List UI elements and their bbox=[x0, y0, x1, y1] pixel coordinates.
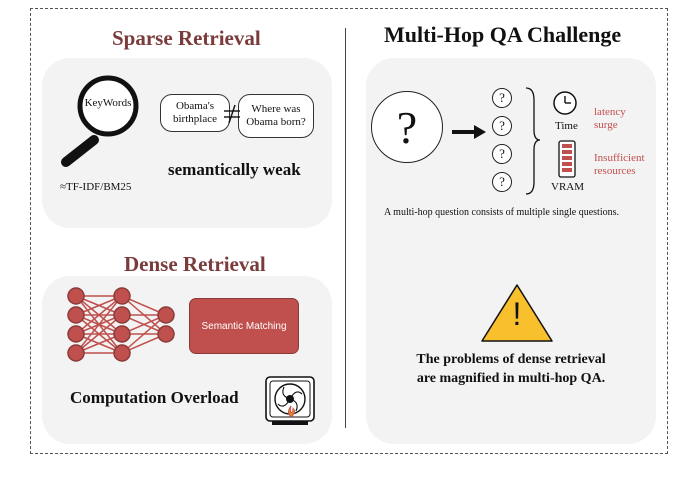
sub-question-3: ? bbox=[492, 144, 512, 164]
computation-overload-label: Computation Overload bbox=[70, 388, 239, 407]
resource-note: Insufficient resources bbox=[594, 152, 645, 177]
dense-retrieval-title: Dense Retrieval bbox=[124, 252, 266, 276]
keywords-label: KeyWords bbox=[84, 97, 132, 109]
sub-question-4: ? bbox=[492, 172, 512, 192]
section-divider bbox=[345, 28, 346, 428]
clock-icon bbox=[552, 90, 578, 116]
weakness-label: semantically weak bbox=[168, 160, 301, 179]
multihop-title: Multi-Hop QA Challenge bbox=[384, 22, 622, 47]
sub-question-2: ? bbox=[492, 116, 512, 136]
curly-brace-icon bbox=[522, 86, 542, 196]
sparse-retrieval-title: Sparse Retrieval bbox=[112, 26, 261, 50]
time-label: Time bbox=[555, 120, 578, 132]
vram-label: VRAM bbox=[551, 181, 585, 193]
conclusion-line-2: are magnified in multi-hop QA. bbox=[416, 371, 606, 386]
bubble-question: Where was Obama born? bbox=[238, 94, 314, 138]
vram-icon bbox=[558, 140, 576, 178]
warning-symbol: ! bbox=[512, 296, 522, 332]
not-equal-icon bbox=[222, 104, 242, 124]
neural-network-icon bbox=[66, 286, 176, 364]
main-question-circle: ? bbox=[371, 91, 443, 163]
conclusion-line-1: The problems of dense retrieval bbox=[416, 352, 606, 367]
sub-question-1: ? bbox=[492, 88, 512, 108]
semantic-matching-box: Semantic Matching bbox=[189, 298, 299, 354]
latency-note: latency surge bbox=[594, 106, 626, 131]
bubble-birthplace: Obama's birthplace bbox=[160, 94, 230, 132]
method-label: ≈TF-IDF/BM25 bbox=[60, 181, 132, 193]
multihop-caption: A multi-hop question consists of multiple single questions. bbox=[384, 207, 619, 218]
right-arrow-icon bbox=[450, 124, 490, 140]
gpu-fan-icon bbox=[262, 372, 318, 428]
magnifier-icon bbox=[58, 80, 158, 170]
